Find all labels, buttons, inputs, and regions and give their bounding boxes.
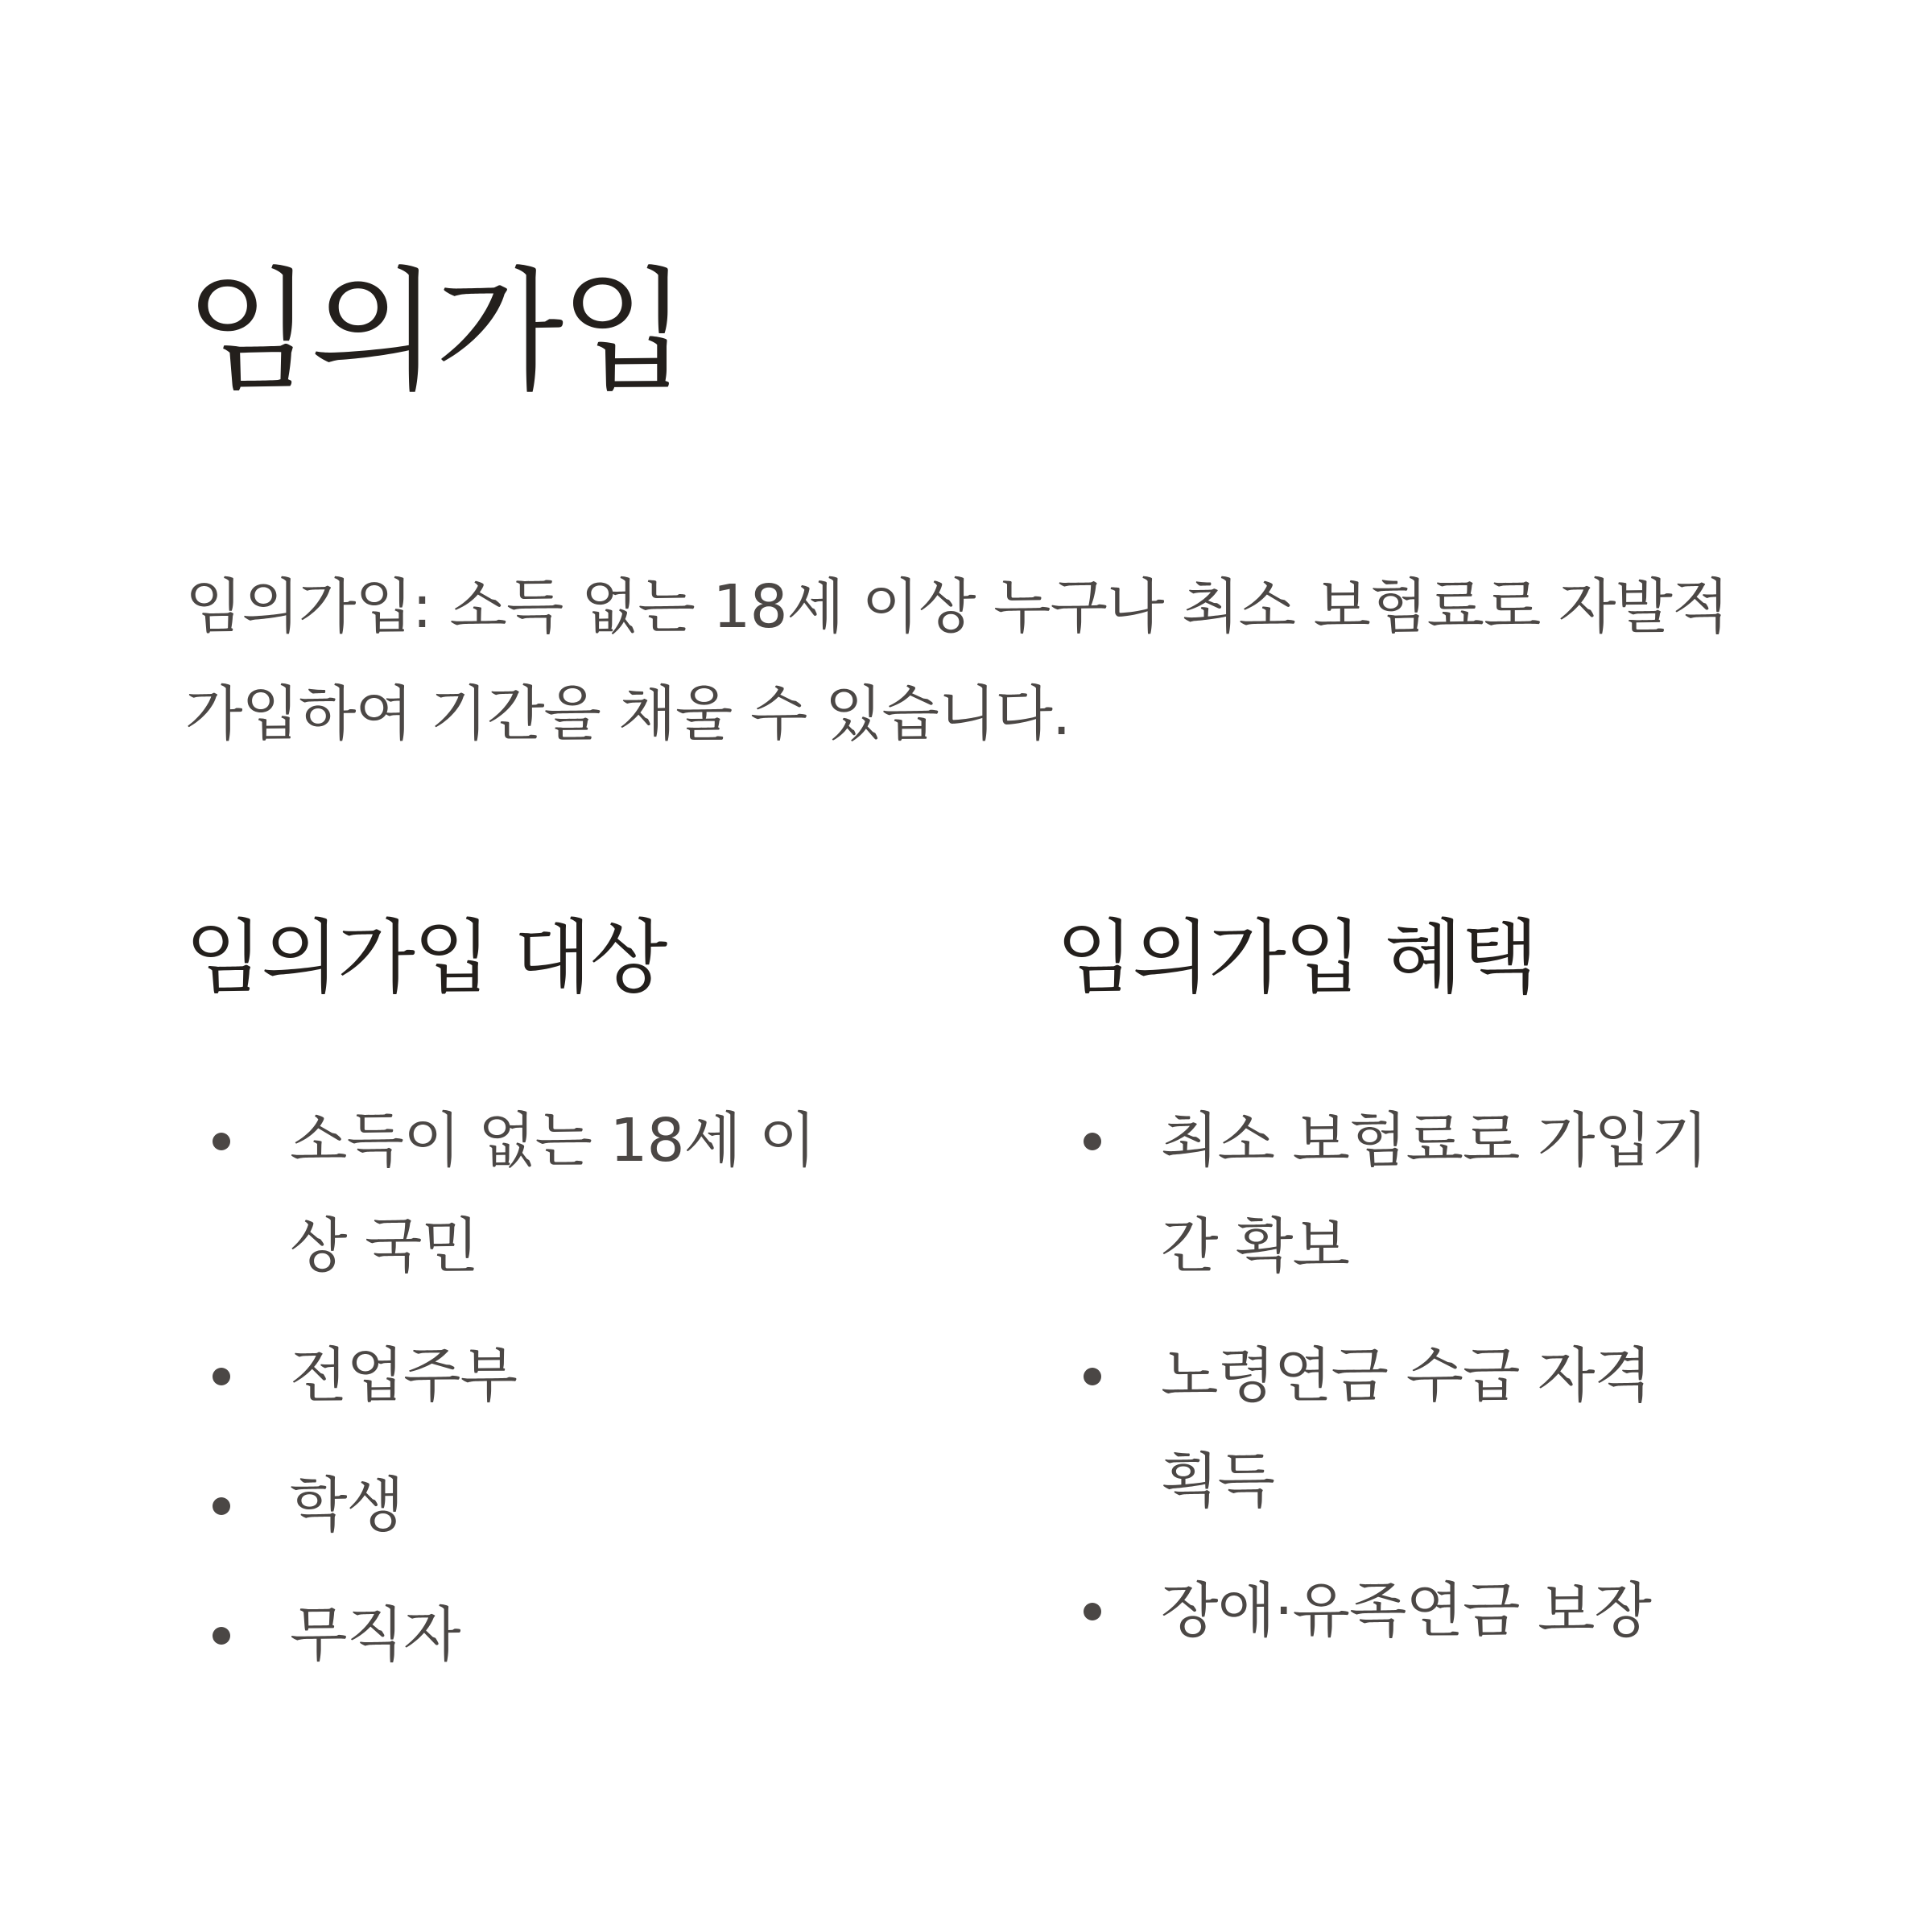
targets-list	[185, 1088, 910, 1688]
document-page	[185, 0, 1763, 1932]
list-item	[185, 1583, 853, 1688]
list-item-text: 최소 보험료로 가입기간 확보	[1161, 1106, 1708, 1281]
benefits-section	[1056, 902, 1765, 1688]
benefits-list	[1056, 1088, 1765, 1664]
list-item	[1056, 1088, 1724, 1299]
bullet-icon	[213, 1627, 230, 1645]
targets-section	[185, 902, 910, 1712]
list-item	[1056, 1323, 1724, 1534]
list-item-text: 무직자	[290, 1600, 460, 1670]
list-item	[185, 1323, 853, 1429]
bullet-icon	[1084, 1133, 1101, 1150]
list-item	[185, 1453, 853, 1558]
list-item	[185, 1088, 853, 1299]
bullet-icon	[1084, 1368, 1101, 1385]
targets-heading: 임의가입 대상	[185, 910, 667, 1005]
list-item-text: 전업주부	[290, 1341, 517, 1410]
bullet-icon	[213, 1368, 230, 1385]
list-item-text: 학생	[290, 1471, 403, 1540]
bullet-icon	[1084, 1603, 1101, 1620]
benefits-heading: 임의가입 혜택	[1056, 910, 1538, 1005]
list-item-text: 장애·유족연금 보장	[1161, 1576, 1651, 1645]
list-item	[1056, 1558, 1724, 1664]
bullet-icon	[213, 1133, 230, 1150]
bullet-icon	[213, 1497, 230, 1515]
list-item-text: 노령연금 수급 자격 획득	[1161, 1341, 1651, 1516]
intro-paragraph: 임의가입: 소득 없는 18세 이상 누구나 최소 보험료로 자발적 가입하여 기간을 채울 수 있습니다.	[185, 572, 1729, 749]
list-item-text: 소득이 없는 18세 이상 국민	[290, 1106, 816, 1281]
page-title: 임의가입	[185, 254, 686, 409]
